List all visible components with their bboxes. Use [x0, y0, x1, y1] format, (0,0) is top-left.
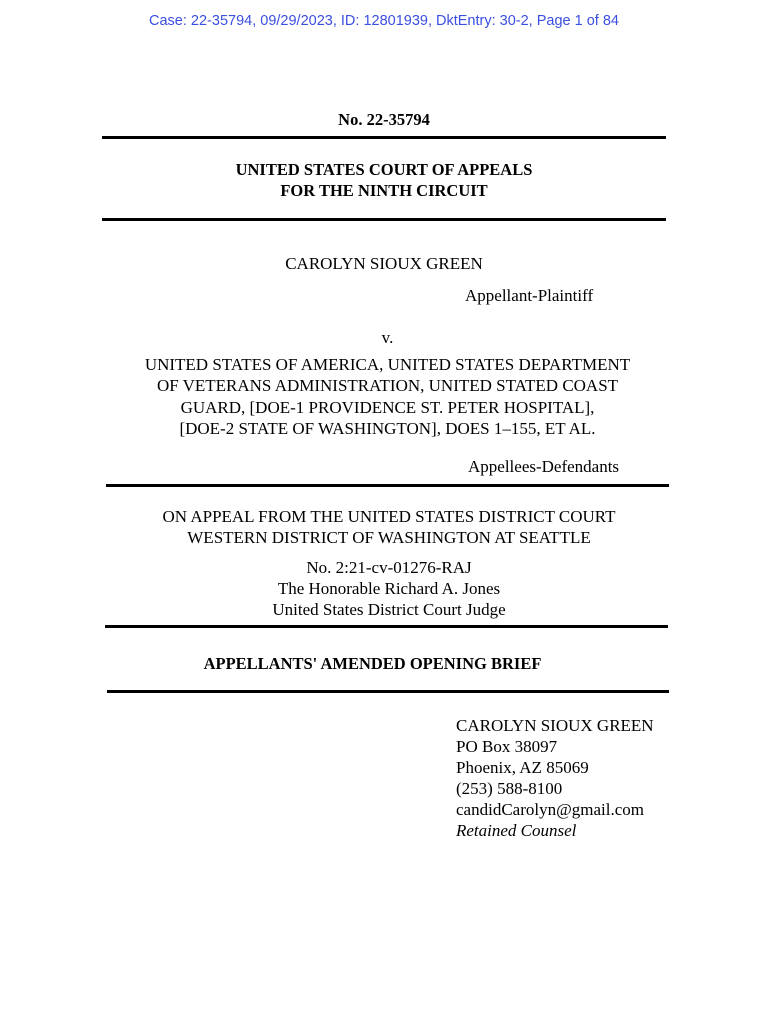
court-name-line2: FOR THE NINTH CIRCUIT [280, 181, 488, 200]
judge-name: The Honorable Richard A. Jones [277, 579, 501, 598]
counsel-po-box: PO Box 38097 [456, 737, 558, 756]
appellees-line: [DOE-2 STATE OF WASHINGTON], DOES 1–155, ET AL. [179, 419, 596, 438]
counsel-phone: (253) 588-8100 [456, 779, 563, 798]
appellant-name: CAROLYN SIOUX GREEN [285, 254, 483, 273]
brief-title: APPELLANTS' AMENDED OPENING BRIEF [203, 654, 542, 673]
court-name-line1: UNITED STATES COURT OF APPEALS [235, 160, 533, 179]
judge-title: United States District Court Judge [272, 600, 506, 619]
counsel-name: CAROLYN SIOUX GREEN [456, 716, 654, 735]
counsel-city: Phoenix, AZ 85069 [456, 758, 589, 777]
divider [107, 690, 669, 693]
case-header: Case: 22-35794, 09/29/2023, ID: 12801939, DktEntry: 30-2, Page 1 of 84 [149, 13, 619, 29]
divider [105, 625, 668, 628]
divider [102, 136, 666, 139]
appellees-role: Appellees-Defendants [468, 457, 620, 476]
docket-number: No. 22-35794 [338, 110, 430, 129]
appellant-role: Appellant-Plaintiff [465, 286, 594, 305]
counsel-email: candidCarolyn@gmail.com [456, 800, 644, 819]
appeal-court-line1: ON APPEAL FROM THE UNITED STATES DISTRICT COURT [162, 507, 616, 526]
appellees-line: UNITED STATES OF AMERICA, UNITED STATES DEPARTMENT [144, 355, 631, 374]
divider [106, 484, 669, 487]
counsel-designation: Retained Counsel [456, 821, 577, 840]
divider [102, 218, 666, 221]
appeal-court-line2: WESTERN DISTRICT OF WASHINGTON AT SEATTLE [187, 528, 591, 547]
appellees-line: OF VETERANS ADMINISTRATION, UNITED STATED COAST [156, 376, 619, 395]
appellees-line: GUARD, [DOE-1 PROVIDENCE ST. PETER HOSPITAL], [180, 398, 595, 417]
versus-label: v. [381, 328, 394, 347]
district-case-number: No. 2:21-cv-01276-RAJ [306, 558, 472, 577]
